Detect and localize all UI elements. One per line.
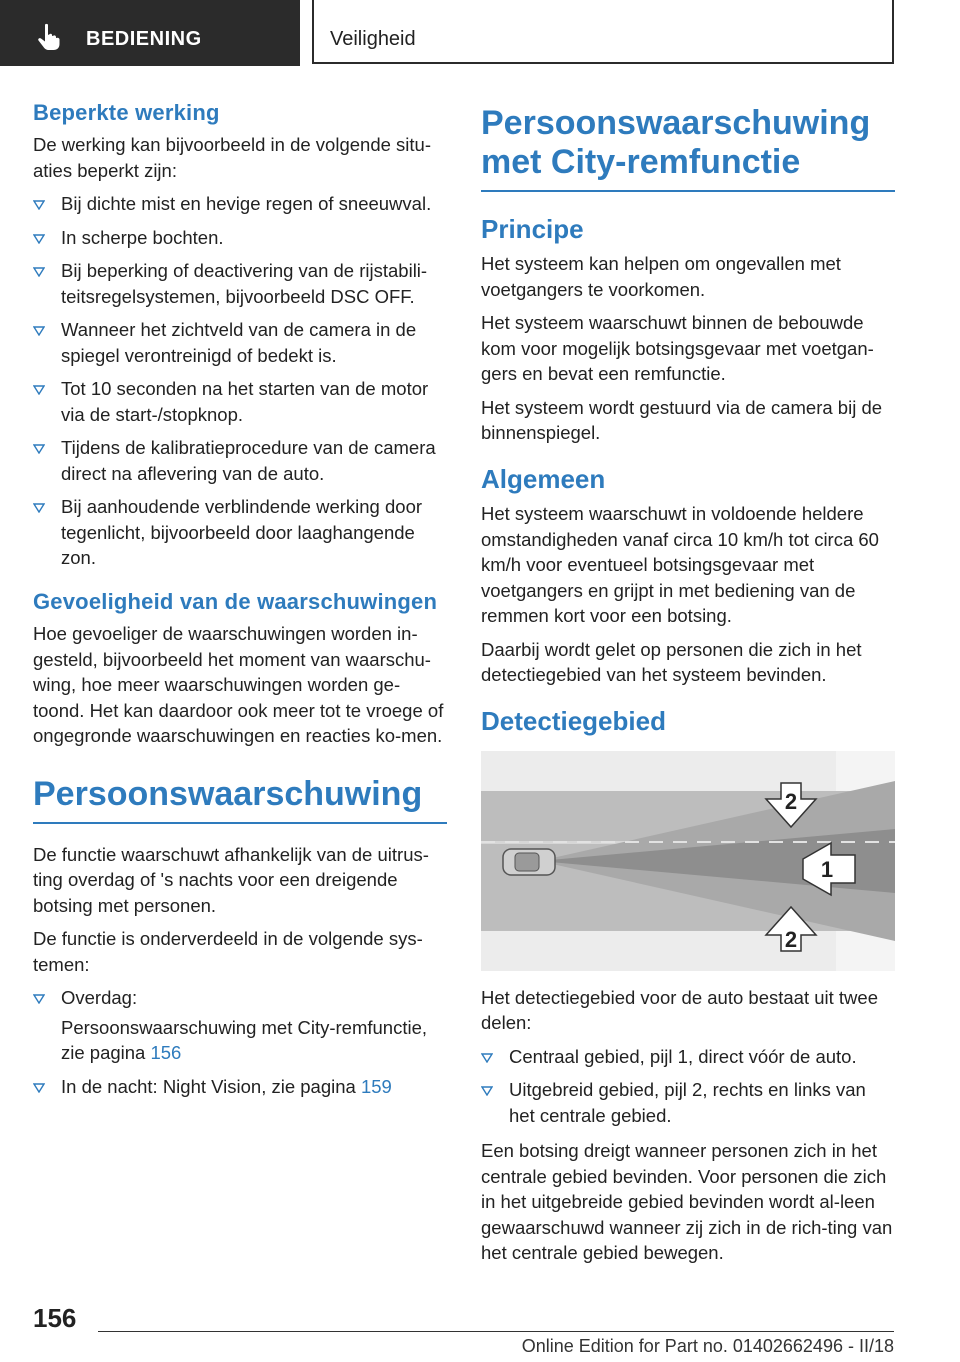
gevoeligheid-text: Hoe gevoeliger de waarschuwingen worden in-gesteld, bijvoorbeeld het moment van waarschu-wing, hoe meer waarschuwingen worden ge-toond. Het kan daardoor ook meer tot te vroege of ongegronde waarschuwingen en reacties ko-men.	[33, 623, 444, 747]
heading-algemeen: Algemeen	[481, 463, 606, 494]
triangle-bullet-icon	[33, 200, 45, 210]
heading-principe: Principe	[481, 214, 584, 245]
detection-diagram	[481, 751, 895, 971]
triangle-bullet-icon	[33, 444, 45, 454]
triangle-bullet-icon	[33, 994, 45, 1004]
left-column	[33, 100, 447, 1109]
triangle-bullet-icon	[33, 503, 45, 513]
beperkt-list	[33, 191, 447, 571]
principe-p1: Het systeem kan helpen om ongevallen met voetgangers te voorkomen.	[481, 253, 841, 300]
persoon-p2: De functie is onderverdeeld in de volgende sys-temen:	[33, 928, 423, 975]
triangle-bullet-icon	[33, 234, 45, 244]
triangle-bullet-icon	[481, 1053, 493, 1063]
heading-gevoeligheid: Gevoeligheid van de waarschuwingen	[33, 588, 438, 614]
algemeen-p2: Daarbij wordt gelet op personen die zich in het detectiegebied van het systeem bevinden.	[481, 638, 862, 686]
triangle-bullet-icon	[33, 267, 45, 277]
hand-pointer-icon	[34, 22, 64, 52]
list-item-text: Overdag:	[61, 987, 138, 1009]
footer-divider	[98, 1331, 894, 1332]
page-link-159[interactable]: 159	[360, 1075, 392, 1097]
list-item-text: In scherpe bochten.	[61, 226, 224, 248]
list-item	[33, 225, 447, 251]
page-link-156[interactable]: 156	[150, 1042, 182, 1064]
heading-city-remfunctie: Persoonswaarschuwing met City-remfunctie	[481, 104, 895, 192]
triangle-bullet-icon	[481, 1086, 493, 1096]
list-item	[481, 1044, 895, 1070]
list-item-subtext	[61, 1015, 447, 1066]
list-item	[33, 1074, 447, 1100]
detectie-p2: Een botsing dreigt wanneer personen zich in het centrale gebied bevinden. Voor personen die zich in het uitgebreide gebied bevinden wordt al-leen gewaarschuwd wanneer zij zich in de rich-ting van het centrale gebied bewegen.	[481, 1140, 893, 1264]
triangle-bullet-icon	[33, 385, 45, 395]
persoon-list	[33, 985, 447, 1099]
list-item-text: In de nacht: Night Vision, zie pagina	[61, 1075, 356, 1097]
section-tab	[0, 0, 300, 66]
subtext: Persoonswaarschuwing met City-remfunctie, zie pagina	[61, 1016, 428, 1064]
principe-p2: Het systeem waarschuwt binnen de bebouwde kom voor mogelijk botsingsgevaar met voetgan-gers en bevat een remfunctie.	[481, 312, 874, 385]
list-item	[33, 258, 447, 309]
list-item	[33, 317, 447, 368]
breadcrumb-label: Veiligheid	[330, 28, 416, 50]
algemeen-p1: Het systeem waarschuwt in voldoende heldere omstandigheden vanaf circa 10 km/h tot circa 60 km/h voor eventueel botsingsgevaar met voetgangers en grijpt in met bediening van de remmen kort voor een botsing.	[481, 503, 879, 627]
list-item-text: Bij beperking of deactivering van de rijstabili-teitsregelsystemen, bijvoorbeeld DSC OFF.	[61, 260, 428, 307]
list-item-text: Tijdens de kalibratieprocedure van de camera direct na aflevering van de auto.	[61, 437, 436, 484]
car-icon	[503, 849, 555, 875]
list-item	[33, 494, 447, 571]
list-item	[481, 1077, 895, 1128]
triangle-bullet-icon	[33, 326, 45, 336]
list-item-text: Wanneer het zichtveld van de camera in de spiegel verontreinigd of bedekt is.	[61, 319, 417, 366]
list-item-text: Uitgebreid gebied, pijl 2, rechts en links van het centrale gebied.	[509, 1079, 866, 1126]
persoon-p1: De functie waarschuwt afhankelijk van de uitrus-ting overdag of 's nachts voor een dreigende botsing met personen.	[33, 843, 429, 916]
list-item	[33, 376, 447, 427]
heading-detectiegebied: Detectiegebied	[481, 705, 666, 736]
triangle-bullet-icon	[33, 1083, 45, 1093]
section-label: BEDIENING	[86, 28, 202, 50]
svg-text:2: 2	[784, 926, 798, 952]
page-number: 156	[33, 1303, 77, 1333]
list-item-text: Centraal gebied, pijl 1, direct vóór de auto.	[509, 1045, 857, 1067]
detection-area-illustration	[481, 751, 895, 971]
list-item	[33, 191, 447, 217]
list-item-text: Tot 10 seconden na het starten van de motor via de start-/stopknop.	[61, 378, 429, 425]
svg-text:2: 2	[784, 788, 798, 814]
edition-note: Online Edition for Part no. 01402662496 - II/18	[521, 1336, 894, 1356]
detectie-p1: Het detectiegebied voor de auto bestaat uit twee delen:	[481, 986, 878, 1034]
beperkt-intro: De werking kan bijvoorbeeld in de volgende situ-aties beperkt zijn:	[33, 134, 431, 181]
list-item-text: Bij dichte mist en hevige regen of sneeuwval.	[61, 193, 432, 215]
svg-text:1: 1	[820, 856, 834, 882]
principe-p3: Het systeem wordt gestuurd via de camera bij de binnenspiegel.	[481, 396, 883, 444]
breadcrumb	[312, 0, 894, 64]
heading-beperkte-werking: Beperkte werking	[33, 100, 220, 125]
heading-persoonswaarschuwing: Persoonswaarschuwing	[33, 775, 447, 824]
list-item	[33, 435, 447, 486]
right-column	[481, 100, 895, 1274]
detectie-list	[481, 1044, 895, 1129]
list-item-text: Bij aanhoudende verblindende werking door tegenlicht, bijvoorbeeld door laaghangende zon.	[61, 496, 423, 569]
list-item	[33, 985, 447, 1066]
